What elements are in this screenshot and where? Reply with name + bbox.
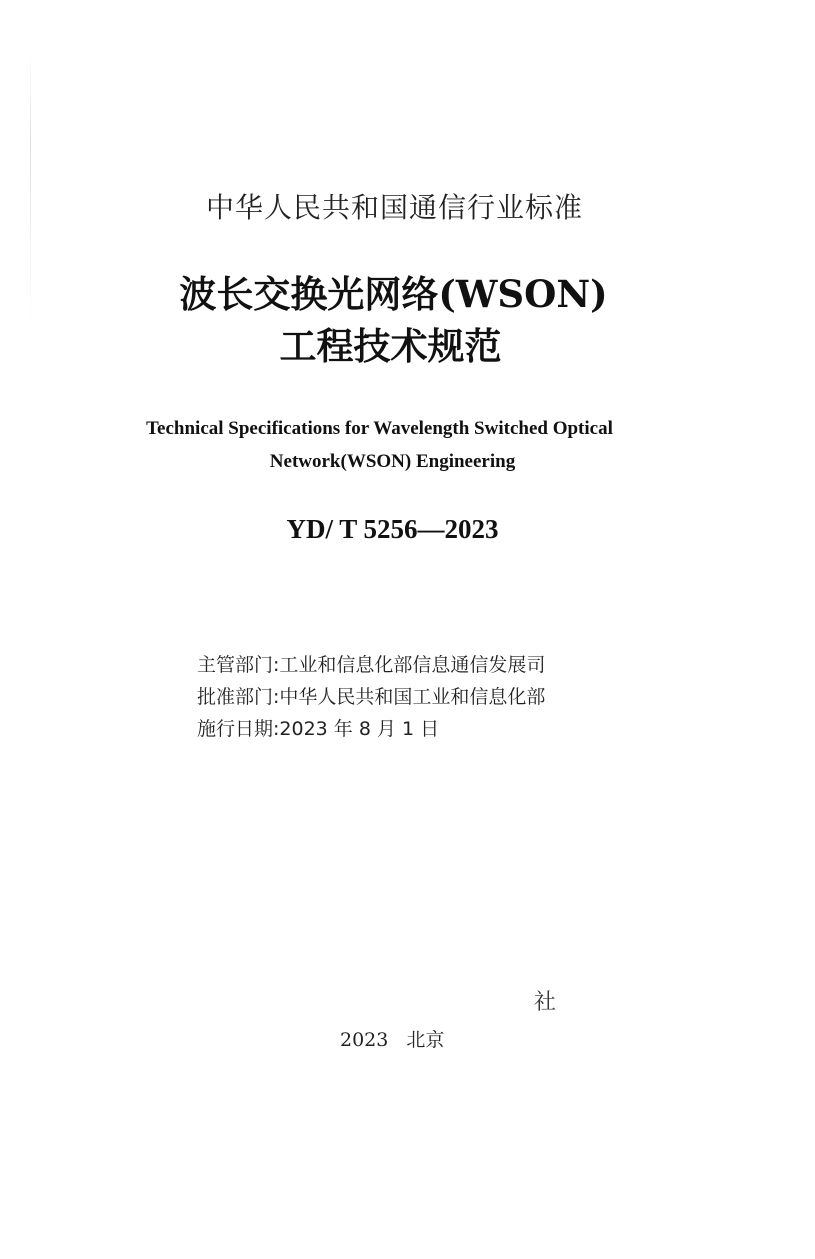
imprint-year: 2023 (340, 1029, 389, 1051)
standard-number: YD/ T 5256—2023 (286, 514, 499, 544)
imprint-city: 北京 (406, 1029, 445, 1051)
effective-date: 施行日期:2023 年 8 月 1 日 (197, 718, 440, 740)
standard-category: 中华人民共和国通信行业标准 (206, 191, 584, 224)
competent-department: 主管部门:工业和信息化部信息通信发展司 (197, 654, 546, 676)
approval-department: 批准部门:中华人民共和国工业和信息化部 (197, 686, 546, 708)
chinese-title-line-1: 波长交换光网络(WSON) (179, 272, 608, 316)
english-title-line-1: Technical Specifications for Wavelength Switched Optical (146, 418, 613, 439)
chinese-title-line-2: 工程技术规范 (279, 324, 502, 368)
english-title-line-2: Network(WSON) Engineering (269, 451, 516, 472)
imprint-line (340, 1025, 444, 1052)
publisher-fragment: 社 (534, 990, 557, 1015)
